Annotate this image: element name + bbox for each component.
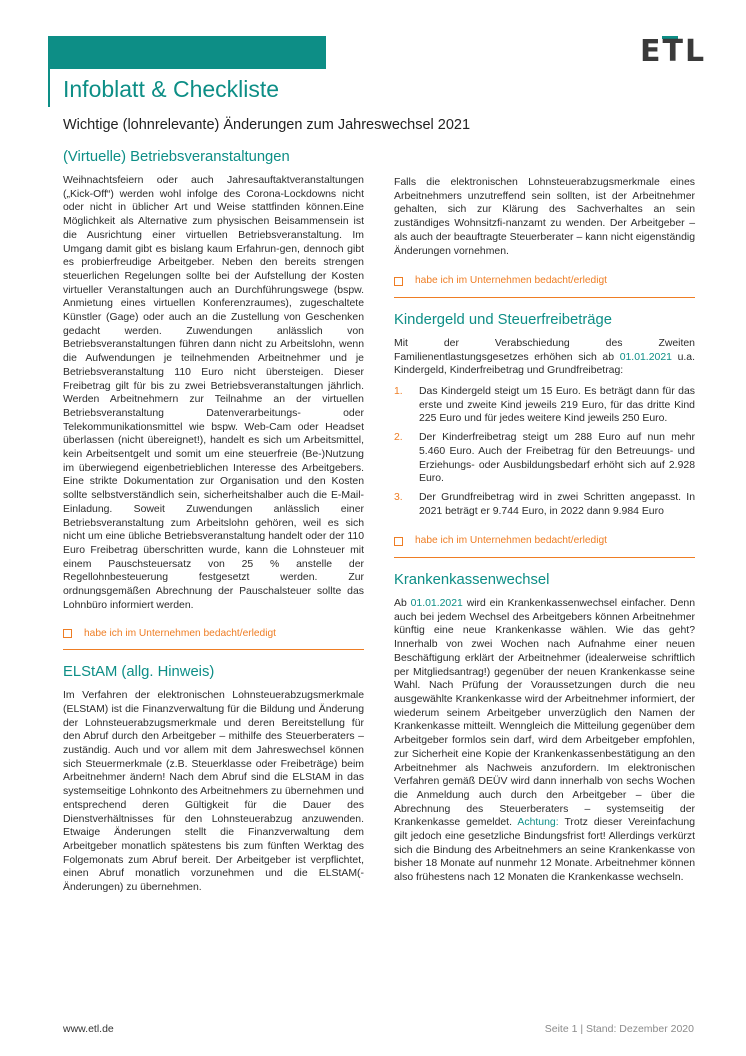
kindergeld-list xyxy=(394,385,695,518)
checkbox-square-icon[interactable] xyxy=(63,629,72,638)
page-subtitle: Wichtige (lohnrelevante) Änderungen zum Jahreswechsel 2021 xyxy=(63,117,471,133)
left-column xyxy=(63,148,364,895)
section-text-elstam: Im Verfahren der elektronischen Lohnsteuerabzugsmerkmale (ELStAM) ist die Finanzverwaltung für die Bildung und Änderung der Lohnsteuerabzugsmerkmale und deren Bereitstellung für den Abruf durch den Arbeitgeber – mithilfe des Steuerberaters – zuständig. Auch und vor allem mit dem Jahreswechsel können sich Steuermerkmale (z.B. Steuerklasse oder Freibeträge) beim Arbeitnehmer ändern! Nach dem Abruf sind die ELStAM in das systemseitige Lohnkonto des Arbeitnehmers zu übernehmen und entsprechend deren Gültigkeit für die Dauer des Dienstverhältnisses für den Lohnsteuerabzug anzuwenden. Etwaige Änderungen stellt die Finanzverwaltung dem Arbeitgeber monatlich spätestens bis zum fünften Werktag des Folgemonats zum Abruf bereit. Der Arbeitgeber ist verpflichtet, einen Abruf monatlich vorzunehmen und die ELStAM(-Änderungen) zu übernehmen. xyxy=(63,690,364,894)
checkbox-betriebsveranstaltungen[interactable] xyxy=(63,627,364,641)
list-number: 2. xyxy=(394,432,403,444)
list-text: Das Kindergeld steigt um 15 Euro. Es beträgt dann für das erste und zweite Kind jeweils 219 Euro, für das dritte Kind 225 Euro und für jedes weitere Kind jeweils 250 Euro. xyxy=(419,386,695,425)
list-item xyxy=(394,431,695,486)
list-number: 3. xyxy=(394,491,403,503)
list-text: Der Kinderfreibetrag steigt um 288 Euro auf nun mehr 5.460 Euro. Auch der Freibetrag für den Betreuungs- und Erziehungs- oder Ausbildungsbedarf erhöht sich auf 2.928 Euro. xyxy=(419,432,695,485)
list-number: 1. xyxy=(394,386,403,398)
text-part: Trotz dieser Vereinfachung gilt jedoch eine gesetzliche Bindungsfrist fort! Allerdings verkürzt sich die Bindung des Arbeitnehmers an seine Krankenkasse von bisher 18 Monate auf nunmehr 12 Monate. Arbeitnehmer können also frühestens nach 12 Monaten die Krankenkasse wechseln. xyxy=(394,817,695,884)
checkbox-label: habe ich im Unternehmen bedacht/erledigt xyxy=(415,535,607,547)
header-accent-bar xyxy=(48,36,326,69)
section-text-betriebsveranstaltungen: Weihnachtsfeiern oder auch Jahresauftaktveranstaltungen („Kick-Off“) werden wohl infolge des Corona-Lockdowns nicht oder nicht in üblicher Art und Weise stattfinden können.Eine Möglichkeit als Alternative zum physischen Beisammensein ist die Ausrichtung einer virtuellen Betriebsveranstaltung. Im Umgang damit gibt es bislang kaum Erfahrun-gen, dennoch gibt es probierfreudige Arbeitgeber. Neben den bereits strengen steuerlichen Regelungen sollte bei der Aufstellung der Kosten virtueller Veranstaltungen auch an Durchführungswege (bspw. Anmietung eines virtuellen Konferenzraumes), zugeschaltete Künstler (Gage) oder auch an die Zustellung von Geschenken gedacht werden. Zuwendungen anlässlich von Betriebsveranstaltungen führen dann nicht zu Arbeitslohn, wenn die Aufwendungen je teilnehmenden Arbeitnehmer und je Betriebsveranstaltung 110 Euro nicht übersteigen. Dieser Freibetrag gilt für bis zu zwei Betriebsveranstaltungen jährlich. Werden Arbeitnehmern zur Teilnahme an der virtuellen Betriebsveranstaltung Datenverarbeitungs- oder Telekommunikationsmittel wie bspw. Web-Cam oder Headset überlassen (nicht übereignet!), handelt es sich um Arbeitsmittel, kein Arbeitsentgelt und somit um eine steuerfreie (Be-)Nutzung im überwiegend eigenbetrieblichen Interesse des Arbeitgebers. Eine strikte Dokumentation zur Organisation und den Kosten sollte selbstverständlich sein, sicherheitshalber auch die E-Mail-Einladung. Soweit Zuwendungen anlässlich einer Betriebsveranstaltung zum Arbeitslohn gehören, weil es sich nicht um eine übliche Betriebsveranstaltung handelt oder der 110 Euro Freibetrag überschritten wurde, kann die Lohnsteuer mit einem Pauschsteuersatz von 25 % anstelle der Regellohnbesteuerung festgesetzt werden. Zur ordnungsgemäßen Abrechnung der Pauschalsteuer sollte das Lohnbüro informiert werden. xyxy=(63,175,364,611)
intro-text: Mit der Verabschiedung des Zweiten Familienentlastungsgesetzes erhöhen sich ab xyxy=(394,337,695,363)
checkbox-kindergeld[interactable] xyxy=(394,534,695,548)
highlighted-date: 01.01.2021 xyxy=(619,351,672,363)
header-accent-line xyxy=(48,69,50,107)
section-heading-kindergeld: Kindergeld und Steuerfreibeträge xyxy=(394,311,612,328)
footer-url[interactable]: www.etl.de xyxy=(63,1023,114,1035)
section-text-elstam-continued: Falls die elektronischen Lohnsteuerabzugsmerkmale eines Arbeitnehmers unzutreffend sein sollten, ist der Arbeitnehmer gehalten, sich zur Klärung des Sachverhaltes an sein zuständiges Wohnsitzfi-nanzamt zu wenden. Der Arbeitgeber – als auch der beauftragte Steuerberater – kann nicht eigenständig Änderungen vornehmen. xyxy=(394,177,695,257)
footer-page-info: Seite 1 | Stand: Dezember 2020 xyxy=(544,1023,694,1035)
text-prefix: Ab xyxy=(394,598,411,610)
section-heading-elstam: ELStAM (allg. Hinweis) xyxy=(63,664,215,681)
section-text-kindergeld-intro xyxy=(394,337,695,378)
warning-label: Achtung: xyxy=(517,817,559,829)
checkbox-square-icon[interactable] xyxy=(394,277,403,286)
highlighted-date: 01.01.2021 xyxy=(410,598,463,610)
text-part: wird ein Krankenkassenwechsel einfacher. Denn auch bei jedem Wechsel des Arbeitgebers können Arbeitnehmer künftig eine neue Krankenkasse wählen. Wie das geht? Innerhalb von zwei Wochen nach Aufnahme einer neuen Beschäftigung erklärt der Arbeitnehmer (idealerweise schriftlich per Mitgliedsantrag!) gegenüber der neuen Krankenkasse seine Wahl. Nach Prüfung der Voraussetzungen durch die neu ausgewählte Krankenkasse wird der Arbeitnehmer informiert, der wiederum seinem Arbeitgeber unverzüglich den Namen der Krankenkasse mitteilt. Wenngleich die Mitteilung gegenüber dem Arbeitgeber formlos sein darf, wird dem Arbeitgeber empfohlen, zur Sicherheit eine Kopie der Krankenkassenbestätigung an den Arbeitnehmer als Nachweis anzufordern. Im elektronischen Verfahren gemäß DEÜV wird dann innerhalb von sechs Wochen die Anmeldung auch durch den Arbeitgeber – über die Abrechnung des Steuerberaters – systemseitig der Krankenkasse gemeldet. xyxy=(394,598,695,829)
right-column xyxy=(394,148,695,885)
checkbox-label: habe ich im Unternehmen bedacht/erledigt xyxy=(415,275,607,287)
list-text: Der Grundfreibetrag wird in zwei Schritten angepasst. In 2021 beträgt er 9.744 Euro, in 2022 dann 9.984 Euro xyxy=(419,491,695,517)
checkbox-elstam[interactable] xyxy=(394,274,695,288)
section-heading-krankenkasse: Krankenkassenwechsel xyxy=(394,572,550,589)
list-item xyxy=(394,491,695,518)
section-heading-betriebsveranstaltungen: (Virtuelle) Betriebsveranstaltungen xyxy=(63,149,290,165)
etl-logo: ETL xyxy=(640,34,707,69)
checkbox-label: habe ich im Unternehmen bedacht/erledigt xyxy=(84,627,276,639)
list-item xyxy=(394,385,695,426)
checkbox-square-icon[interactable] xyxy=(394,537,403,546)
page-title: Infoblatt & Checkliste xyxy=(63,76,280,102)
intro-text: u.a. Kindergeld, Kinderfreibetrag und Grundfreibetrag: xyxy=(394,351,695,377)
section-text-krankenkasse xyxy=(394,597,695,885)
